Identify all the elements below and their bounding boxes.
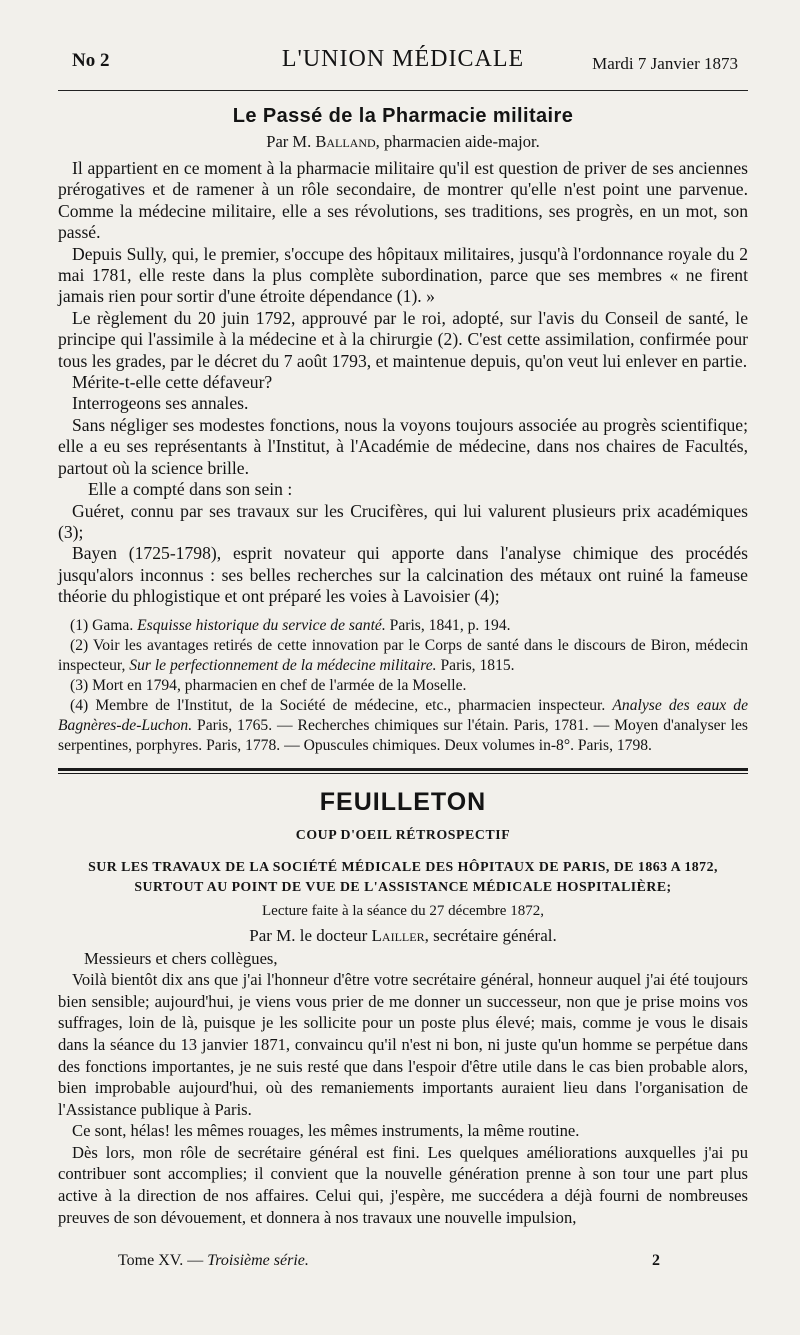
article-title: Le Passé de la Pharmacie militaire [232, 105, 574, 127]
header-rule [58, 90, 748, 91]
section-divider [58, 768, 748, 771]
journal-title: L'UNION MÉDICALE [281, 46, 525, 72]
footnote: (1) Gama. Esquisse historique du service de santé. Paris, 1841, p. 194. [70, 616, 511, 634]
byline-author: Balland, [315, 132, 380, 151]
paragraph: Voilà bientôt dix ans que j'ai l'honneur d'être votre secrétaire général, honneur auquel j'ai été toujours bien sensible; aujourd'hui, je viens vous prier de me donner un successeur, non que je prise moins vos suffrages, loin de là, puisque je les sollicite pour un poste plus élevé; mais, comme je vous le disais dans la séance du 13 janvier 1871, convaincu qu'il n'est ni bon, ni juste qu'un homme se perpétue dans des fonctions importantes, je ne suis resté que dans l'espoir d'être utile dans le cas bien probable alors, bien improbable aujourd'hui, où des remaniements importants auraient lieu dans l'organisation de l'Assistance publique à Paris. [58, 970, 748, 1119]
feuilleton-heading: FEUILLETON [319, 787, 487, 816]
tome-label: Tome XV. — Troisième série. [118, 1252, 309, 1269]
lecture-note: Lecture faite à la séance du 27 décembre 1872, [262, 902, 544, 919]
paragraph: Depuis Sully, qui, le premier, s'occupe des hôpitaux militaires, jusqu'à l'ordonnance royale du 2 mai 1781, elle reste dans la plus complète subordination, parce que ses membres « ne firent jamais rien pour sortir d'une étroite dépendance (1). » [58, 243, 748, 307]
footnote: (3) Mort en 1794, pharmacien en chef de l'armée de la Moselle. [70, 676, 467, 694]
article-body [58, 158, 748, 608]
newspaper-page [0, 46, 800, 1335]
salutation: Messieurs et chers collègues, [84, 948, 278, 968]
byline-prefix: Par M. le docteur [249, 925, 368, 945]
paragraph: Guéret, connu par ses travaux sur les Crucifères, qui lui valurent plusieurs prix académiques (3); [58, 500, 748, 542]
byline-prefix: Par M. [266, 132, 312, 151]
article-byline [58, 132, 748, 152]
feuilleton-body [58, 948, 748, 1229]
feuilleton-subheading: COUP D'OEIL RÉTROSPECTIF [295, 826, 511, 842]
paragraph: Elle a compté dans son sein : [88, 479, 293, 500]
byline-suffix: pharmacien aide-major. [383, 132, 540, 151]
paragraph: Ce sont, hélas! les mêmes rouages, les mêmes instruments, la même routine. [72, 1121, 580, 1141]
section-divider-thin [58, 773, 748, 774]
page-footer [58, 1252, 748, 1276]
byline-suffix: secrétaire général. [433, 925, 557, 945]
issue-date: Mardi 7 Janvier 1873 [592, 54, 738, 73]
footnote: (4) Membre de l'Institut, de la Société de médecine, etc., pharmacien inspecteur. Analyse des eaux de Bagnères-de-Luchon. Paris, 1765. — Recherches chimiques sur l'étain. Paris, 1781. — Moyen d'analyser les serpentines, porphyres. Paris, 1778. — Opuscules chimiques. Deux volumes in-8°. Paris, 1798. [58, 696, 749, 754]
paragraph: Sans négliger ses modestes fonctions, nous la voyons toujours associée au progrès scientifique; elle a eu ses représentants à l'Institut, à l'Académie de médecine, dans nos chaires de Facultés, partout où la science brille. [58, 414, 748, 478]
paragraph: Dès lors, mon rôle de secrétaire général est fini. Les quelques améliorations auxquelles j'ai pu contribuer sont accomplies; il convient que la nouvelle génération prenne à son tour une part plus active à la direction de nos affaires. Celui qui, j'espère, me succédera a déjà fourni de nombreuses preuves de son dévouement, et donnera à nos travaux une nouvelle impulsion, [58, 1142, 748, 1227]
masthead [58, 46, 748, 86]
paragraph: Le règlement du 20 juin 1792, approuvé par le roi, adopté, sur l'avis du Conseil de santé, le principe qui l'assimile à la médecine et à la chirurgie (2). C'est cette assimilation, confirmée pour tous les grades, par le décret du 7 août 1793, et maintenue depuis, qu'on veut lui enlever en partie. [58, 307, 748, 371]
feuilleton-byline [58, 926, 748, 946]
paragraph: Mérite-t-elle cette défaveur? [72, 372, 273, 393]
page-number: 2 [652, 1252, 660, 1269]
paragraph: Bayen (1725-1798), esprit novateur qui apporte dans l'analyse chimique des procédés jusqu'alors inconnus : ses belles recherches sur la calcination des métaux ont ruiné la fameuse théorie du phlogistique et ont préparé les voies à Lavoisier (4); [58, 543, 748, 607]
footnote: (2) Voir les avantages retirés de cette innovation par le Corps de santé dans le discours de Biron, médecin inspecteur, Sur le perfectionnement de la médecine militaire. Paris, 1815. [58, 636, 748, 674]
paragraph: Il appartient en ce moment à la pharmacie militaire qu'il est question de priver de ses anciennes prérogatives et de ramener à un rôle secondaire, de montrer qu'elle n'est point une parvenue. Comme la médecine militaire, elle a ses révolutions, ses traditions, ses progrès, en un mot, son passé. [58, 158, 748, 243]
footnotes [58, 616, 748, 756]
issue-number: No 2 [72, 50, 110, 71]
feuilleton-title: SUR LES TRAVAUX DE LA SOCIÉTÉ MÉDICALE DES HÔPITAUX DE PARIS, DE 1863 A 1872, SURTOUT AU POINT DE VUE DE L'ASSISTANCE MÉDICALE HOSPITALIÈRE; [88, 858, 718, 894]
byline-author: Lailler, [371, 925, 429, 945]
paragraph: Interrogeons ses annales. [72, 393, 249, 414]
